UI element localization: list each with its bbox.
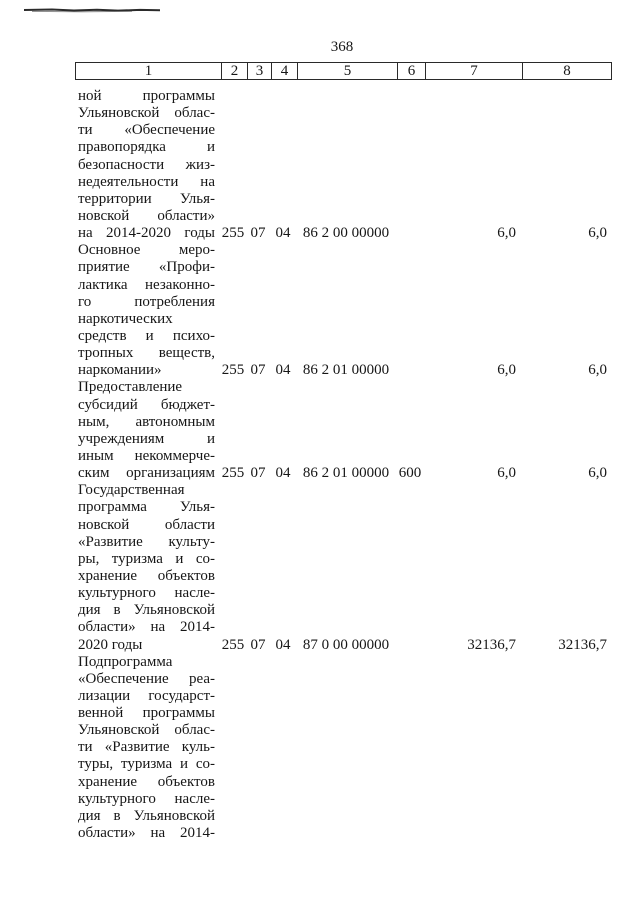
cell-col-8: 6,0 <box>588 465 607 482</box>
name-line: культурного насле- <box>78 790 215 807</box>
name-line: средств и психо- <box>78 327 215 344</box>
cell-col-2: 255 <box>221 636 245 653</box>
name-line: дия в Ульяновской <box>78 807 215 824</box>
row-name-cell <box>75 88 220 242</box>
cell-col-6 <box>396 225 424 242</box>
name-line: приятие «Профи- <box>78 259 215 276</box>
cell-col-4: 04 <box>275 362 291 379</box>
name-line: территории Улья- <box>78 190 215 207</box>
name-line: новской области» <box>78 207 215 224</box>
name-line: хранение объектов <box>78 567 215 584</box>
row-name-cell <box>75 482 220 653</box>
name-line: Ульяновской облас- <box>78 722 215 739</box>
name-line: культурного насле- <box>78 585 215 602</box>
cell-col-5: 86 2 00 00000 <box>302 225 390 242</box>
cell-col-7 <box>424 825 521 842</box>
cell-col-2 <box>220 825 246 842</box>
cell-col-7: 6,0 <box>497 362 516 379</box>
name-line: субсидий бюджет- <box>78 396 215 413</box>
header-col-1: 1 <box>144 63 153 79</box>
row-name-cell <box>75 242 220 379</box>
name-line: тропных веществ, <box>78 345 215 362</box>
cell-col-2: 255 <box>221 225 245 242</box>
cell-col-6 <box>396 637 424 654</box>
cell-col-5: 87 0 00 00000 <box>302 636 390 653</box>
cell-col-8 <box>521 825 612 842</box>
cell-col-5: 86 2 01 00000 <box>302 465 390 482</box>
cell-col-3: 07 <box>250 225 266 242</box>
name-line: ной программы <box>78 88 215 104</box>
row-name-cell <box>75 654 220 843</box>
table-row <box>75 482 612 653</box>
header-col-4: 4 <box>271 63 297 79</box>
name-line: наркомании» <box>78 362 162 379</box>
name-line: 2020 годы <box>78 636 143 653</box>
table-body <box>75 88 612 842</box>
cell-col-8: 6,0 <box>588 225 607 242</box>
cell-col-6 <box>396 825 424 842</box>
cell-col-4: 04 <box>275 465 291 482</box>
table-row <box>75 379 612 482</box>
cell-col-4: 04 <box>275 225 291 242</box>
cell-col-3: 07 <box>250 362 266 379</box>
name-line: Предоставление <box>78 379 183 396</box>
cell-col-5 <box>296 825 396 842</box>
name-line: Подпрограмма <box>78 653 173 670</box>
name-line: лактика незаконно- <box>78 276 215 293</box>
name-line: «Обеспечение реа- <box>78 670 215 687</box>
name-line: «Развитие культу- <box>78 533 215 550</box>
name-line: ры, туризма и со- <box>78 550 215 567</box>
cell-col-3 <box>246 825 270 842</box>
cell-col-3: 07 <box>250 636 266 653</box>
header-col-7: 7 <box>425 63 522 79</box>
name-line: учреждениям и <box>78 430 215 447</box>
cell-col-7: 6,0 <box>497 465 516 482</box>
header-col-6: 6 <box>397 63 425 79</box>
name-line: правопорядка и <box>78 139 215 156</box>
name-line: Ульяновской облас- <box>78 105 215 122</box>
cell-col-2: 255 <box>221 362 245 379</box>
header-col-8: 8 <box>522 63 611 79</box>
name-line: иным некоммерче- <box>78 447 215 464</box>
page-number: 368 <box>330 39 354 55</box>
name-line: ным, автономным <box>78 413 215 430</box>
name-line: на 2014-2020 годы <box>78 225 215 242</box>
cell-col-7: 6,0 <box>497 225 516 242</box>
cell-col-7: 32136,7 <box>467 636 516 653</box>
header-col-3: 3 <box>247 63 271 79</box>
cell-col-3: 07 <box>250 465 266 482</box>
name-line: дия в Ульяновской <box>78 602 215 619</box>
table-row <box>75 88 612 242</box>
header-col-2: 2 <box>221 63 247 79</box>
row-name-cell <box>75 379 220 482</box>
cell-col-4 <box>270 825 296 842</box>
name-line: области» на 2014- <box>78 619 215 636</box>
name-line: лизации государст- <box>78 687 215 704</box>
cell-col-6 <box>396 362 424 379</box>
table-row <box>75 654 612 843</box>
cell-col-8: 32136,7 <box>558 636 607 653</box>
name-line: новской области <box>78 516 215 533</box>
name-line: туры, туризма и со- <box>78 756 215 773</box>
name-line: ским организациям <box>78 465 215 482</box>
name-line: хранение объектов <box>78 773 215 790</box>
name-line: программа Улья- <box>78 499 215 516</box>
name-line: области» на 2014- <box>78 825 215 842</box>
name-line: Основное меро- <box>78 242 215 259</box>
cell-col-4: 04 <box>275 636 291 653</box>
scan-artifact <box>22 5 162 15</box>
name-line: ти «Развитие куль- <box>78 739 215 756</box>
cell-col-5: 86 2 01 00000 <box>302 362 390 379</box>
table-row <box>75 242 612 379</box>
name-line: безопасности жиз- <box>78 156 215 173</box>
name-line: наркотических <box>78 310 173 327</box>
name-line: ти «Обеспечение <box>78 122 215 139</box>
header-col-5: 5 <box>297 63 397 79</box>
name-line: Государственная <box>78 482 185 499</box>
table-header <box>75 62 612 80</box>
cell-col-2: 255 <box>221 465 245 482</box>
cell-col-8: 6,0 <box>588 362 607 379</box>
name-line: венной программы <box>78 705 215 722</box>
name-line: го потребления <box>78 293 215 310</box>
cell-col-6: 600 <box>398 465 422 482</box>
name-line: недеятельности на <box>78 173 215 190</box>
